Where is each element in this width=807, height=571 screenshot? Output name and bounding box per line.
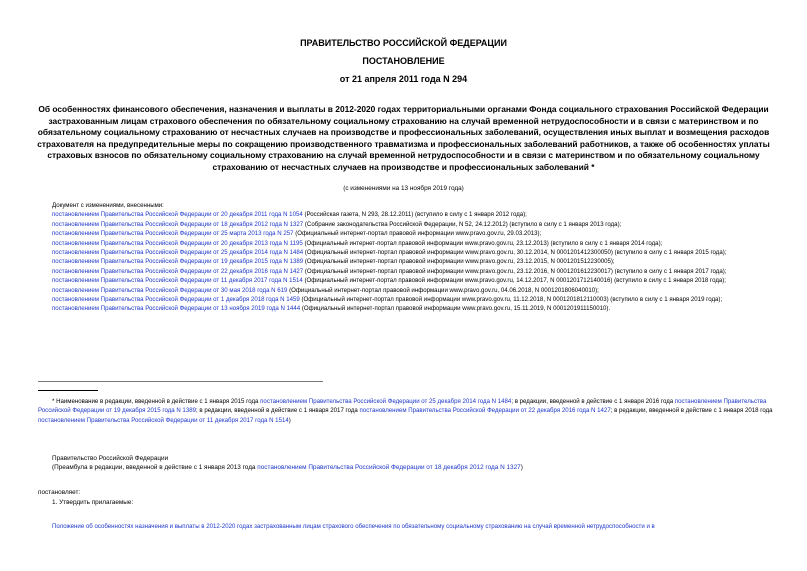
edition-note: (с изменениями на 13 ноября 2019 года) <box>343 185 464 192</box>
amendment-details: (Официальный интернет-портал правовой информации www.pravo.gov.ru, 14.12.2017, N 0001201712140016) (вступило в силу с 1 января 2018 года); <box>302 277 726 285</box>
amendment-details: (Официальный интернет-портал правовой информации www.pravo.gov.ru, 23.12.2016, N 0001201612230017) (вступило в силу с 1 января 2017 года); <box>303 267 727 275</box>
amendment-link[interactable]: постановлением Правительства Российской Федерации от 30 мая 2018 года N 619 <box>52 286 288 294</box>
footnote-link-1427[interactable]: постановлением Правительства Российской Федерации от 22 декабря 2016 года N 1427 <box>359 407 611 415</box>
amendments-header: Документ с изменениями, внесенными: <box>52 202 164 209</box>
amendment-item <box>38 220 773 229</box>
amendment-details: (Официальный интернет-портал правовой информации www.pravo.gov.ru, 23.12.2013) (вступило в силу с 1 января 2014 года); <box>302 239 663 247</box>
document-date: от 21 апреля 2011 года N 294 <box>339 74 468 84</box>
amendments-list <box>38 210 773 313</box>
government-name: ПРАВИТЕЛЬСТВО РОССИЙСКОЙ ФЕДЕРАЦИИ <box>300 38 507 48</box>
footnote-text: ; в редакции, введенной в действие с 1 января 2016 года <box>511 398 675 405</box>
amendment-link[interactable]: постановлением Правительства Российской Федерации от 22 декабря 2016 года N 1427 <box>52 267 304 275</box>
preamble-text: (Преамбула в редакции, введенной в действие с 1 января 2013 года <box>52 464 258 471</box>
amendment-item <box>38 229 773 238</box>
document-title: Об особенностях финансового обеспечения, назначения и выплаты в 2012-2020 годах территориальными органами Фонда социального страхования Российской Федерации застрахованным лицам страхового обеспечения по обязательному социальному страхованию на случай временной нетрудоспособности и в связи с материнством и по обязательному социальному страхованию от несчастных случаев на производстве и профессиональных заболеваний, осуществления иных выплат и возмещения расходов страхователя на предупредительные меры по сокращению производственного травматизма и профессиональных заболеваний работников, а также об особенностях уплаты страховых взносов по обязательному социальному страхованию на случай временной нетрудоспособности и в связи с материнством и по обязательному социальному страхованию от несчастных случаев на производстве и профессиональных заболеваний * <box>37 104 770 172</box>
footnote-link-1484[interactable]: постановлением Правительства Российской Федерации от 25 декабря 2014 года N 1484 <box>260 398 512 405</box>
government-line: Правительство Российской Федерации <box>52 455 169 462</box>
amendment-link[interactable]: постановлением Правительства Российской Федерации от 20 декабря 2013 года N 1195 <box>52 239 303 247</box>
amendment-item <box>38 295 773 304</box>
amendment-details: (Официальный интернет-портал правовой информации www.pravo.gov.ru, 30.12.2014, N 0001201412300050) (вступило в силу с 1 января 2015 года); <box>303 249 727 257</box>
amendment-item <box>38 276 773 285</box>
amendment-link[interactable]: постановлением Правительства Российской Федерации от 20 декабря 2011 года N 1054 <box>52 211 303 219</box>
preamble-text: ) <box>520 464 523 471</box>
footnote <box>38 397 773 425</box>
footnote-text: ; в редакции, введенной в действие с 1 января 2017 года <box>196 407 360 415</box>
approve-item: 1. Утвердить прилагаемые: <box>52 499 134 506</box>
amendment-details: (Российская газета, N 293, 28.12.2011) (вступило в силу с 1 января 2012 года); <box>302 211 527 219</box>
footnote-text: ; в редакции, введенной в действие с 1 января 2018 года <box>610 407 773 415</box>
amendment-details: (Собрание законодательства Российской Федерации, N 52, 24.12.2012) (вступило в силу с 1 января 2013 года); <box>303 220 622 228</box>
preamble-link-1327[interactable]: постановлением Правительства Российской Федерации от 18 декабря 2012 года N 1327 <box>257 464 521 471</box>
amendment-link[interactable]: постановлением Правительства Российской Федерации от 25 марта 2013 года N 257 <box>52 230 294 238</box>
amendment-details: (Официальный интернет-портал правовой информации www.pravo.gov.ru, 15.11.2019, N 0001201911150010). <box>300 305 611 313</box>
amendment-item <box>38 267 773 276</box>
footnote-separator <box>38 381 323 382</box>
regulation-link[interactable]: Положение об особенностях назначения и выплаты в 2012-2020 годах застрахованным лицам страхового обеспечения по обязательному социальному страхованию на случай временной нетрудоспособности и в <box>52 523 655 530</box>
footnote-link-1514[interactable]: постановлением Правительства Российской Федерации от 11 декабря 2017 года N 1514 <box>38 416 289 424</box>
footnote-text: ) <box>288 416 291 424</box>
decides-text: постановляет: <box>38 489 81 496</box>
amendment-item <box>38 286 773 295</box>
footnote-link-1389[interactable]: постановлением Правительства Российской Федерации от 19 декабря 2015 года N 1389 <box>38 398 767 415</box>
amendment-item <box>38 210 773 219</box>
amendments-block <box>38 201 773 314</box>
amendment-link[interactable]: постановлением Правительства Российской Федерации от 1 декабря 2018 года N 1459 <box>52 296 300 304</box>
amendment-link[interactable]: постановлением Правительства Российской Федерации от 13 ноября 2019 года N 1444 <box>52 305 301 313</box>
amendment-item <box>38 239 773 248</box>
amendment-link[interactable]: постановлением Правительства Российской Федерации от 18 декабря 2012 года N 1327 <box>52 220 304 228</box>
amendment-link[interactable]: постановлением Правительства Российской Федерации от 19 декабря 2015 года N 1389 <box>52 258 304 266</box>
amendment-item <box>38 257 773 266</box>
footnote-text: * Наименование в редакции, введенной в действие с 1 января 2015 года <box>52 398 261 405</box>
amendment-details: (Официальный интернет-портал правовой информации www.pravo.gov.ru, 11.12.2018, N 0001201812110003) (вступило в силу с 1 января 2019 года); <box>299 296 723 304</box>
amendment-details: (Официальный интернет-портал правовой информации www.pravo.gov.ru, 29.03.2013); <box>293 230 542 238</box>
amendment-details: (Официальный интернет-портал правовой информации www.pravo.gov.ru, 04.06.2018, N 0001201806040010); <box>287 286 599 294</box>
document-type: ПОСТАНОВЛЕНИЕ <box>362 56 445 66</box>
amendment-link[interactable]: постановлением Правительства Российской Федерации от 11 декабря 2017 года N 1514 <box>52 277 303 285</box>
preamble-note <box>52 464 523 471</box>
footnote-rule <box>38 390 98 391</box>
regulation-link-line <box>38 523 778 530</box>
amendment-item <box>38 248 773 257</box>
amendment-details: (Официальный интернет-портал правовой информации www.pravo.gov.ru, 23.12.2015, N 0001201512230005); <box>303 258 615 266</box>
amendment-item <box>38 304 773 313</box>
amendment-link[interactable]: постановлением Правительства Российской Федерации от 25 декабря 2014 года N 1484 <box>52 249 304 257</box>
